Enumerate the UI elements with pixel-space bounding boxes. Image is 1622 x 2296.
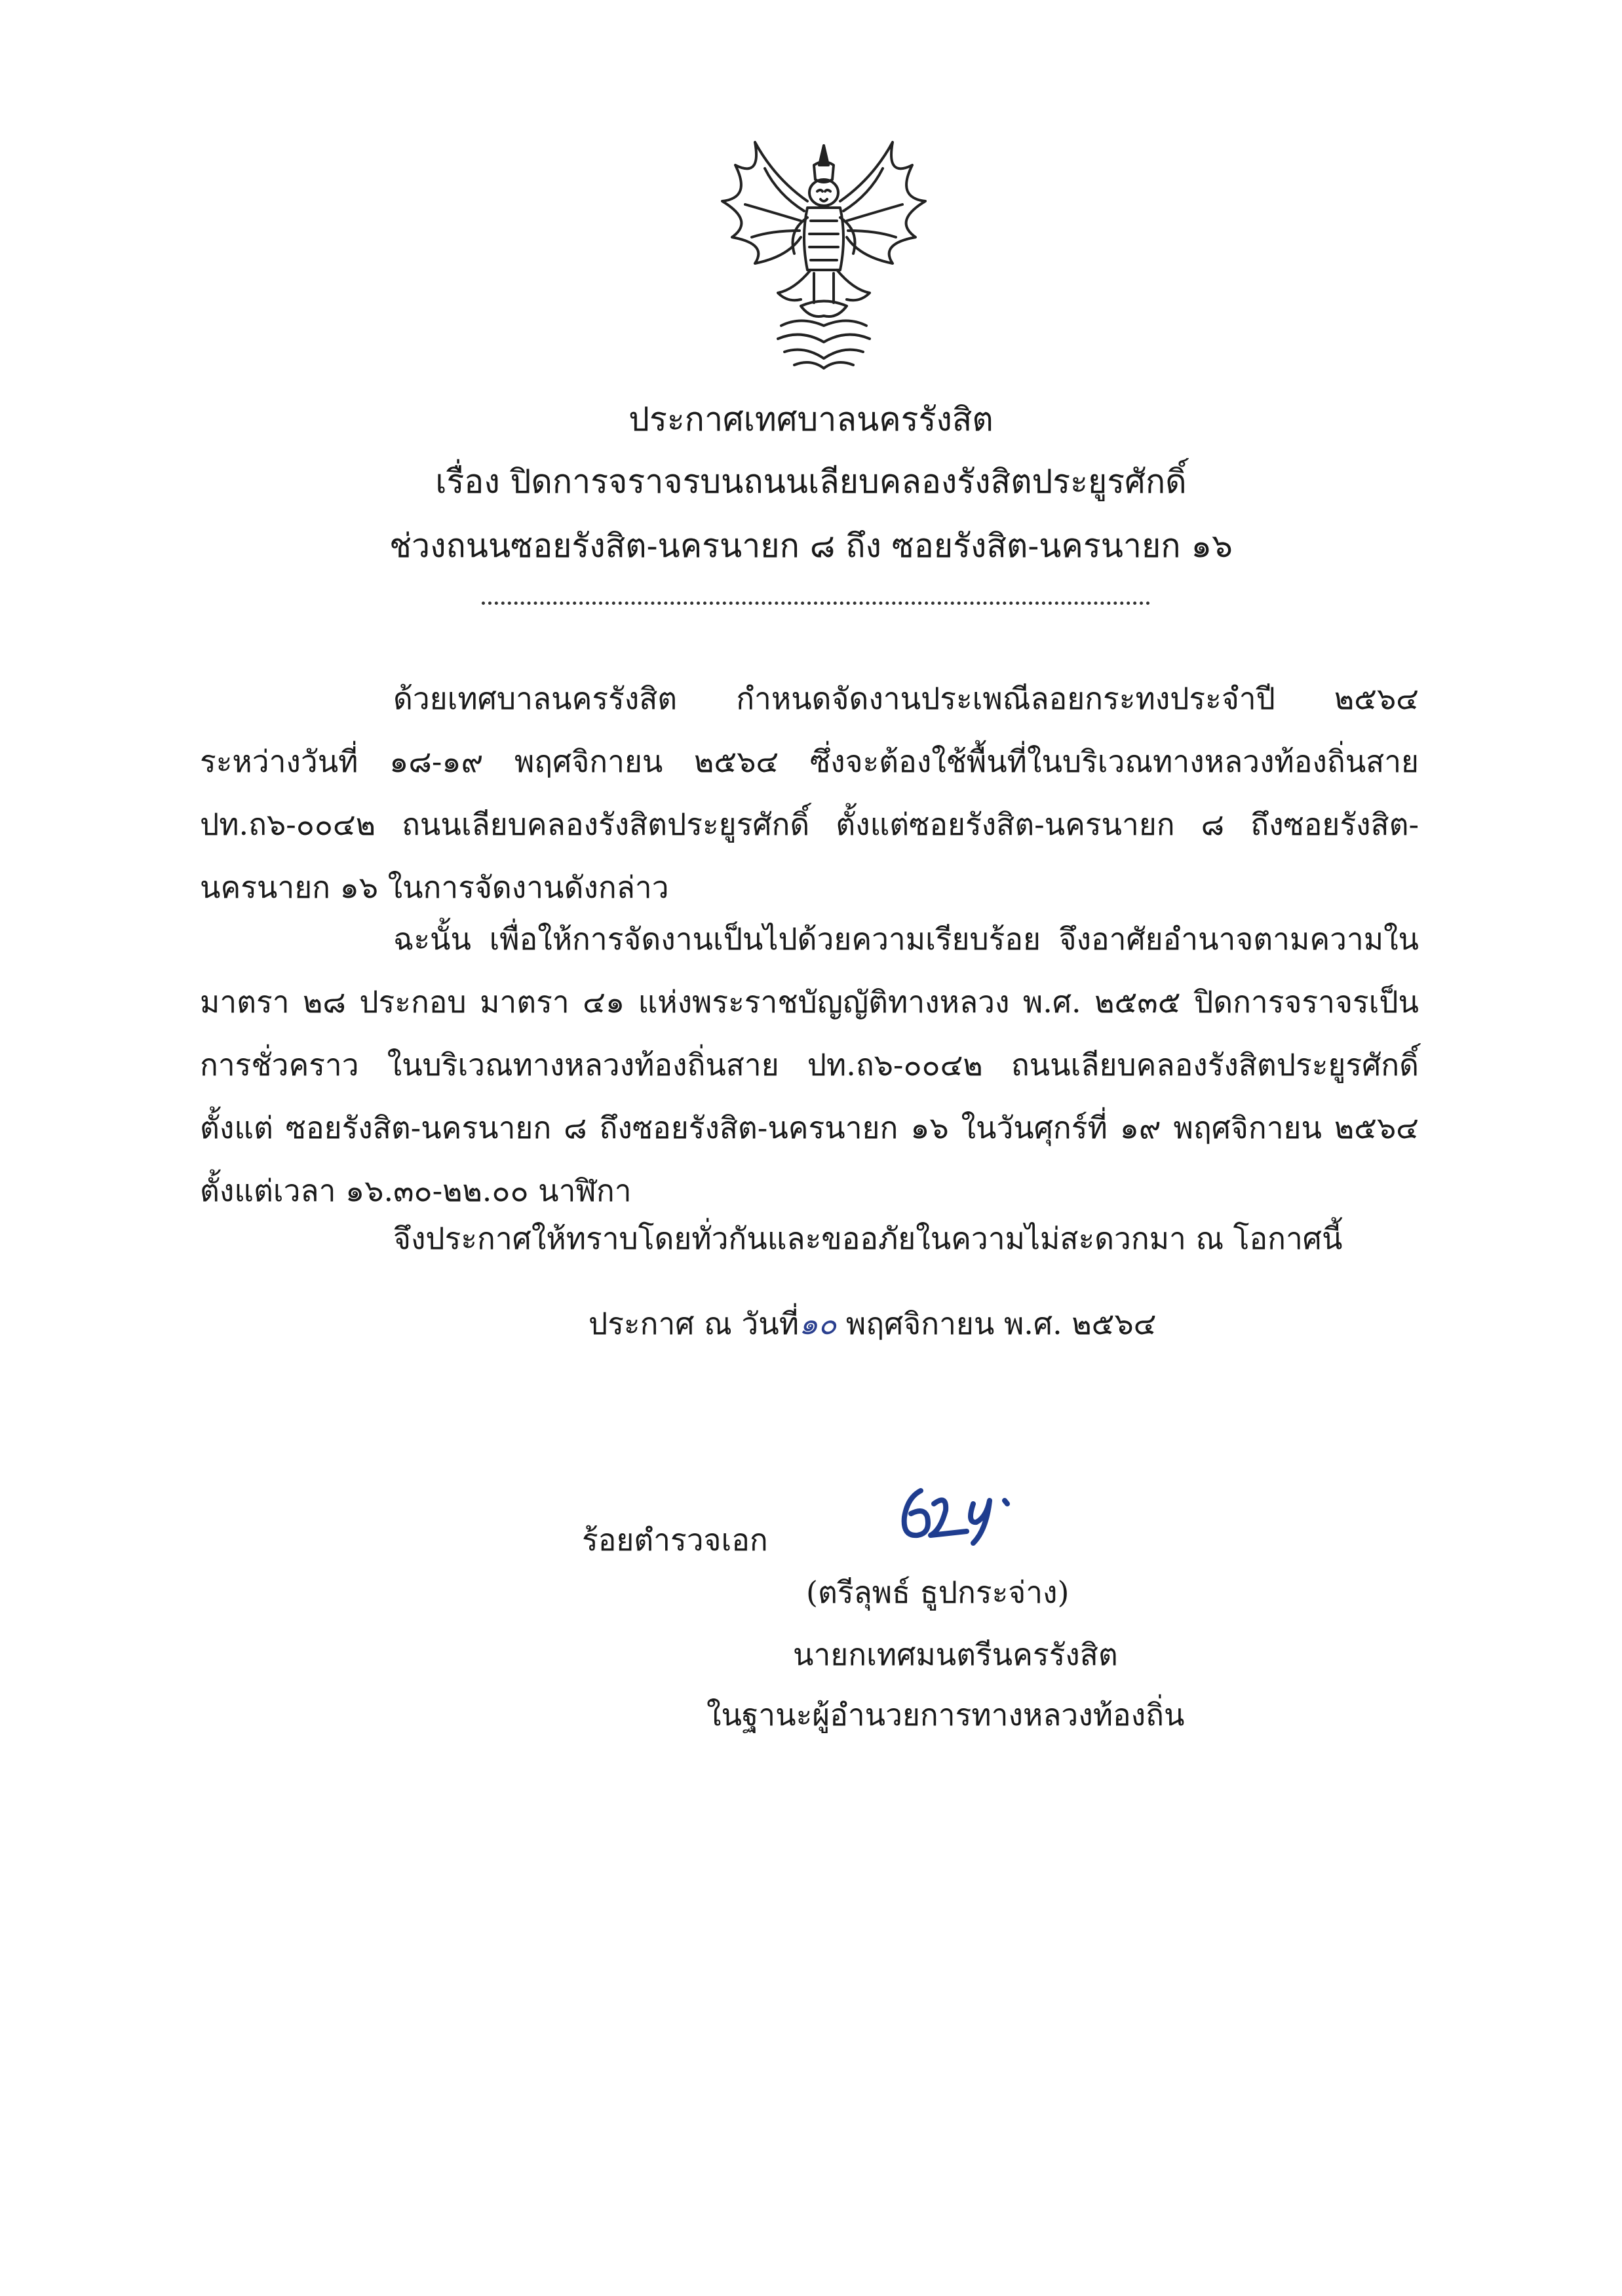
date-prefix: ประกาศ ณ วันที่	[589, 1306, 800, 1341]
handwritten-signature-icon	[895, 1478, 1026, 1550]
garuda-emblem-icon	[716, 139, 932, 372]
closing-statement: จึงประกาศให้ทราบโดยทั่วกันและขออภัยในความไม่สะดวกมา ณ โอกาศนี้	[393, 1221, 1343, 1256]
signatory-name: (ตรีลุพธ์ ธูปกระจ่าง)	[806, 1575, 1070, 1610]
signatory-position-capacity: ในฐานะผู้อำนวยการทางหลวงท้องถิ่น	[706, 1697, 1185, 1732]
signatory-position: นายกเทศมนตรีนครรังสิต	[793, 1637, 1118, 1672]
announcement-title: ประกาศเทศบาลนครรังสิต	[628, 400, 994, 438]
announcement-date	[589, 1301, 1157, 1347]
body-paragraph-1: ด้วยเทศบาลนครรังสิต กำหนดจัดงานประเพณีลอยกระทงประจำปี ๒๕๖๔ ระหว่างวันที่ ๑๘-๑๙ พฤศจิกายน ๒๕๖๔ ซึ่งจะต้องใช้พื้นที่ในบริเวณทางหลวงท้องถิ่นสาย ปท.ถ๖-๐๐๔๒ ถนนเลียบคลองรังสิตประยูรศักดิ์ ตั้งแต่ซอยรังสิต-นครนายก ๘ ถึงซอยรังสิต-นครนายก ๑๖ ในการจัดงานดังกล่าว	[200, 681, 1419, 905]
date-day-handwritten: ๑๐	[799, 1306, 837, 1341]
date-suffix: พฤศจิกายน พ.ศ. ๒๕๖๔	[836, 1306, 1157, 1341]
signatory-rank: ร้อยตำรวจเอก	[582, 1522, 768, 1558]
body-paragraph-2: ฉะนั้น เพื่อให้การจัดงานเป็นไปด้วยความเรียบร้อย จึงอาศัยอำนาจตามความใน มาตรา ๒๘ ประกอบ มาตรา ๔๑ แห่งพระราชบัญญัติทางหลวง พ.ศ. ๒๕๓๕ ปิดการจราจรเป็น การชั่วคราว ในบริเวณทางหลวงท้องถิ่นสาย ปท.ถ๖-๐๐๔๒ ถนนเลียบคลองรังสิตประยูรศักดิ์ ตั้งแต่ ซอยรังสิต-นครนายก ๘ ถึงซอยรังสิต-นครนายก ๑๖ ในวันศุกร์ที่ ๑๙ พฤศจิกายน ๒๕๖๔ ตั้งแต่เวลา ๑๖.๓๐-๒๒.๐๐ นาฬิกา	[200, 921, 1419, 1208]
dotted-separator	[482, 602, 1150, 605]
announcement-subject: เรื่อง ปิดการจราจรบนถนนเลียบคลองรังสิตประยูรศักดิ์	[435, 463, 1187, 501]
announcement-subject-line2: ช่วงถนนซอยรังสิต-นครนายก ๘ ถึง ซอยรังสิต-นครนายก ๑๖	[389, 527, 1233, 565]
